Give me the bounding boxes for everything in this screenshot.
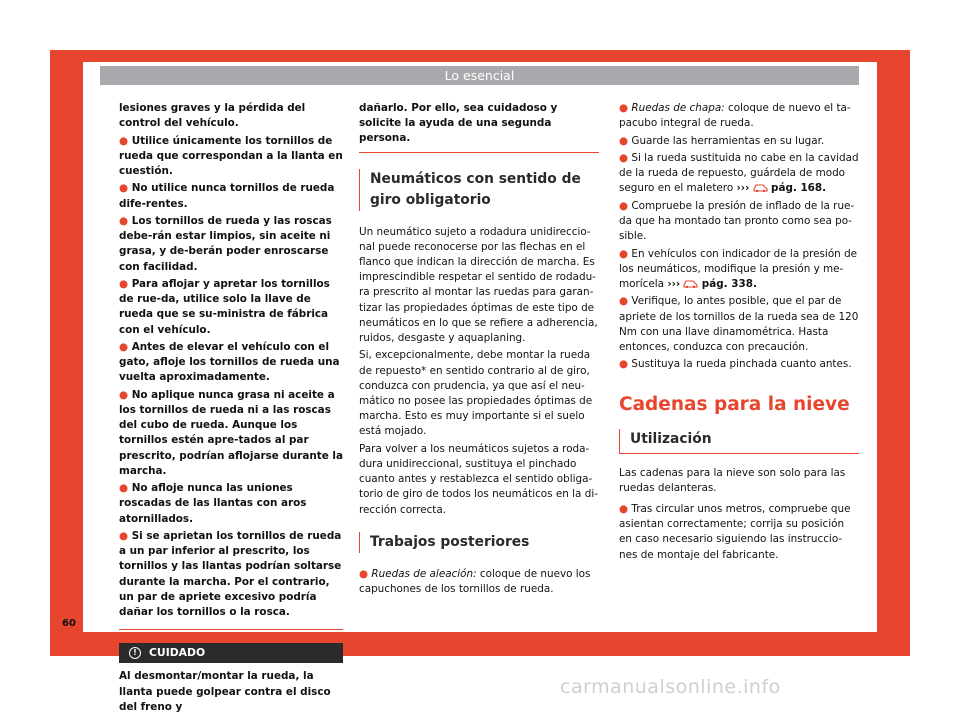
- bullet: ● No utilice nunca tornillos de rueda dife-rentes.: [119, 182, 335, 210]
- heading-snow-chains: Cadenas para la nieve: [619, 393, 850, 415]
- bullet-dot-icon: ●: [119, 277, 129, 290]
- bullet: ● Ruedas de chapa: coloque de nuevo el ta-pacubo integral de rueda.: [619, 102, 851, 130]
- caution-title: CUIDADO: [149, 646, 206, 660]
- bullet-dot-icon: ●: [619, 295, 629, 308]
- bullet: ● Verifique, lo antes posible, que el par de apriete de los tornillos de la rueda sea de 120 Nm con una llave dinamométrica. Hasta entonces, conduzca con precaución.: [619, 295, 859, 353]
- heading-usage: Utilización: [619, 429, 859, 454]
- page-reference-link[interactable]: pág. 168.: [771, 182, 827, 195]
- paragraph: Si, excepcionalmente, debe montar la rueda de repuesto* en sentido contrario al de giro, conduzca con prudencia, ya que así el neu-mático no posee las propiedades óptimas de marcha. Esto es muy importante si el suelo está mojado.: [359, 349, 593, 438]
- bullet: ● Utilice únicamente los tornillos de rueda que correspondan a la llanta en cuestión.: [119, 134, 343, 177]
- bullet: ● Ruedas de aleación: coloque de nuevo los capuchones de los tornillos de rueda.: [359, 567, 591, 596]
- bullet-dot-icon: ●: [619, 199, 629, 212]
- paragraph: Para volver a los neumáticos sujetos a roda-dura unidireccional, sustituya el pinchado cuanto antes y restablezca el sentido obliga-torio de giro de todos los neumáticos en la di-rección correcta.: [359, 442, 598, 516]
- arrow-ref: ›››: [736, 182, 750, 195]
- bullet: ● No aplique nunca grasa ni aceite a los tornillos de rueda ni a las roscas del cubo de rueda. Aunque los tornillos estén apre-tados al par prescrito, podrían aflojarse durante la marcha.: [119, 388, 344, 477]
- bullet: ● Si la rueda sustituida no cabe en la cavidad de la rueda de repuesto, guárdela de modo seguro en el maletero ››› pág. 168.: [619, 151, 859, 195]
- warning-continuation: [119, 101, 343, 630]
- section-header: Lo esencial: [100, 66, 859, 85]
- column-2: [359, 101, 599, 599]
- bullet: ● No afloje nunca las uniones roscadas de las llantas con aros atornillados.: [119, 482, 307, 525]
- bullet: ● Si se aprietan los tornillos de rueda a un par inferior al prescrito, los tornillos y las llantas podrían soltarse durante la marcha. Por el contrario, un par de apriete excesivo podría dañar los tornillos o la rosca.: [119, 529, 342, 618]
- bullet-dot-icon: ●: [619, 502, 629, 515]
- arrow-ref: ›››: [667, 277, 681, 290]
- bullet: ● Antes de elevar el vehículo con el gato, afloje los tornillos de rueda una vuelta aproximadamente.: [119, 340, 340, 384]
- bullet: ● Tras circular unos metros, compruebe que asientan correctamente; corrija su posición en caso necesario siguiendo las instruccio-nes de montaje del fabricante.: [619, 502, 851, 561]
- car-book-icon: [753, 181, 768, 192]
- watermark: carmanualsonline.info: [560, 676, 781, 698]
- bullet: ● Guarde las herramientas en su lugar.: [619, 134, 825, 147]
- bullet-dot-icon: ●: [119, 182, 129, 195]
- bullet: ● Compruebe la presión de inflado de la rue-da que ha montado tan pronto como sea po-sible.: [619, 199, 855, 243]
- bullet-dot-icon: ●: [119, 340, 129, 353]
- column-1: [119, 101, 343, 715]
- bullet-dot-icon: ●: [619, 134, 629, 147]
- bullet-dot-icon: ●: [619, 358, 629, 371]
- bullet-dot-icon: ●: [119, 529, 129, 542]
- car-book-icon: [683, 277, 698, 288]
- bullet-dot-icon: ●: [619, 102, 629, 114]
- page-number: 60: [62, 618, 76, 629]
- bullet-dot-icon: ●: [119, 214, 129, 227]
- paragraph: Un neumático sujeto a rodadura unidireccio-nal puede reconocerse por las flechas en el flanco que indican la dirección de marcha. Es imprescindible respetar el sentido de rodadu-ra prescrito al montar las ruedas para garan-tizar las propiedades óptimas de este tipo de neumáticos en lo que se refiere a adherencia, ruidos, desgaste y aquaplaning.: [359, 225, 598, 345]
- bullet-dot-icon: ●: [359, 567, 369, 580]
- caution-continuation: dañarlo. Por ello, sea cuidadoso y solicite la ayuda de una segunda persona.: [359, 101, 599, 153]
- caution-text: Al desmontar/montar la rueda, la llanta puede golpear contra el disco del freno y: [119, 670, 331, 713]
- heading-directional-tyres: Neumáticos con sentido de giro obligatorio: [359, 169, 599, 211]
- warning-intro: lesiones graves y la pérdida del control del vehículo.: [119, 102, 306, 130]
- bullet: ● En vehículos con indicador de la presión de los neumáticos, modifique la presión y me-morícela ››› pág. 338.: [619, 247, 858, 290]
- bullet: ● Sustituya la rueda pinchada cuanto antes.: [619, 358, 852, 371]
- heading-follow-up-work: Trabajos posteriores: [359, 532, 599, 553]
- paragraph: Las cadenas para la nieve son solo para las ruedas delanteras.: [619, 466, 846, 494]
- bullet: ● Los tornillos de rueda y las roscas debe-rán estar limpios, sin aceite ni grasa, y de-berán poder enroscarse con facilidad.: [119, 214, 332, 273]
- column-3: [619, 101, 859, 565]
- warning-icon: !: [129, 647, 141, 659]
- bullet-dot-icon: ●: [119, 388, 129, 401]
- bullet-dot-icon: ●: [119, 134, 129, 147]
- bullet: ● Para aflojar y apretar los tornillos de rue-da, utilice solo la llave de rueda que se su-ministra de fábrica con el vehículo.: [119, 277, 330, 336]
- bullet-dot-icon: ●: [619, 151, 629, 164]
- bullet-dot-icon: ●: [119, 482, 129, 495]
- bullet-dot-icon: ●: [619, 247, 629, 260]
- page-reference-link[interactable]: pág. 338.: [701, 277, 757, 290]
- caution-header: [119, 643, 343, 663]
